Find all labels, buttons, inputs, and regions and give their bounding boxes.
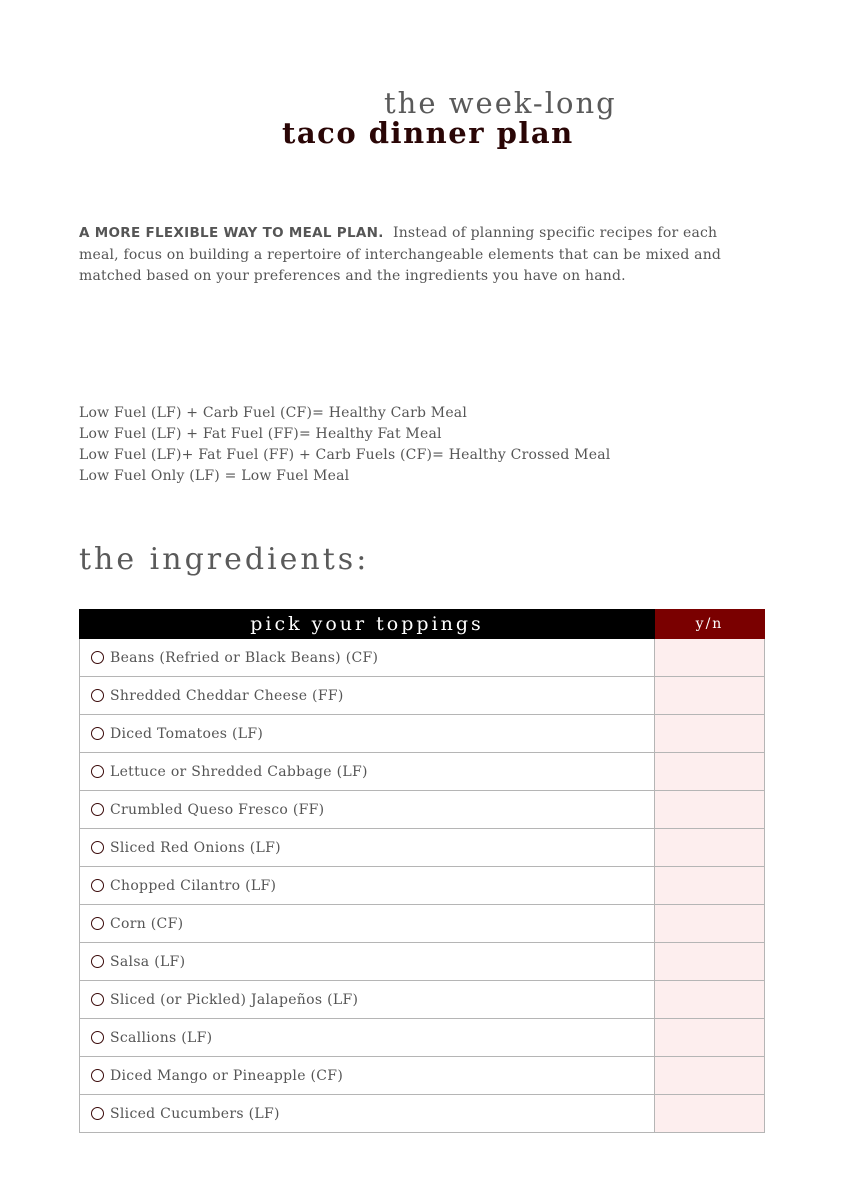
yn-input-cell[interactable] xyxy=(655,639,765,677)
topping-cell xyxy=(80,905,655,943)
table-row xyxy=(80,1095,765,1133)
yn-input-cell[interactable] xyxy=(655,677,765,715)
yn-input-cell[interactable] xyxy=(655,905,765,943)
topping-label: Beans (Refried or Black Beans) (CF) xyxy=(110,649,379,666)
yn-input-cell[interactable] xyxy=(655,753,765,791)
topping-label: Sliced (or Pickled) Jalapeños (LF) xyxy=(110,991,359,1008)
table-row xyxy=(80,943,765,981)
topping-cell xyxy=(80,1019,655,1057)
yn-input-cell[interactable] xyxy=(655,867,765,905)
meal-formulas xyxy=(79,403,610,487)
formula-crossed-meal: Low Fuel (LF)+ Fat Fuel (FF) + Carb Fuels (CF)= Healthy Crossed Meal xyxy=(79,447,611,463)
radio-circle-icon[interactable] xyxy=(91,1069,104,1082)
yn-input-cell[interactable] xyxy=(655,715,765,753)
topping-label: Corn (CF) xyxy=(110,915,184,932)
topping-label: Salsa (LF) xyxy=(110,953,186,970)
radio-circle-icon[interactable] xyxy=(91,917,104,930)
topping-label: Scallions (LF) xyxy=(110,1029,213,1046)
topping-cell xyxy=(80,1057,655,1095)
radio-circle-icon[interactable] xyxy=(91,765,104,778)
topping-label: Diced Tomatoes (LF) xyxy=(110,725,264,742)
intro-lead: A MORE FLEXIBLE WAY TO MEAL PLAN. xyxy=(79,225,384,241)
radio-circle-icon[interactable] xyxy=(91,1031,104,1044)
radio-circle-icon[interactable] xyxy=(91,727,104,740)
topping-cell xyxy=(80,943,655,981)
topping-cell xyxy=(80,677,655,715)
topping-label: Chopped Cilantro (LF) xyxy=(110,877,277,894)
table-row xyxy=(80,791,765,829)
radio-circle-icon[interactable] xyxy=(91,841,104,854)
table-row xyxy=(80,905,765,943)
intro-paragraph xyxy=(79,223,751,288)
topping-cell xyxy=(80,715,655,753)
table-row xyxy=(80,753,765,791)
radio-circle-icon[interactable] xyxy=(91,1107,104,1120)
page-title: taco dinner plan xyxy=(282,116,574,150)
title-top: the week-long xyxy=(384,86,617,120)
header-yn: y/n xyxy=(655,610,765,639)
radio-circle-icon[interactable] xyxy=(91,689,104,702)
topping-cell xyxy=(80,981,655,1019)
table-row xyxy=(80,715,765,753)
radio-circle-icon[interactable] xyxy=(91,803,104,816)
formula-carb-meal: Low Fuel (LF) + Carb Fuel (CF)= Healthy Carb Meal xyxy=(79,405,468,421)
yn-input-cell[interactable] xyxy=(655,791,765,829)
yn-input-cell[interactable] xyxy=(655,1095,765,1133)
topping-cell xyxy=(80,753,655,791)
topping-label: Sliced Cucumbers (LF) xyxy=(110,1105,280,1122)
topping-label: Crumbled Queso Fresco (FF) xyxy=(110,801,325,818)
header-toppings: pick your toppings xyxy=(80,610,655,639)
table-header-row xyxy=(80,610,765,639)
table-row xyxy=(80,981,765,1019)
table-row xyxy=(80,867,765,905)
radio-circle-icon[interactable] xyxy=(91,879,104,892)
table-row xyxy=(80,1019,765,1057)
radio-circle-icon[interactable] xyxy=(91,993,104,1006)
topping-cell xyxy=(80,791,655,829)
table-row xyxy=(80,829,765,867)
yn-input-cell[interactable] xyxy=(655,829,765,867)
section-title-ingredients: the ingredients: xyxy=(79,542,370,577)
table-row xyxy=(80,639,765,677)
yn-input-cell[interactable] xyxy=(655,1057,765,1095)
yn-input-cell[interactable] xyxy=(655,943,765,981)
table-row xyxy=(80,1057,765,1095)
formula-fat-meal: Low Fuel (LF) + Fat Fuel (FF)= Healthy Fat Meal xyxy=(79,426,442,442)
topping-cell xyxy=(80,829,655,867)
topping-label: Diced Mango or Pineapple (CF) xyxy=(110,1067,344,1084)
intro-body: Instead of planning specific recipes for each meal, focus on building a repertoire of interchangeable elements that can be mixed and matched based on your preferences and the ingredients you have on hand. xyxy=(79,225,722,284)
yn-input-cell[interactable] xyxy=(655,1019,765,1057)
topping-cell xyxy=(80,1095,655,1133)
topping-label: Shredded Cheddar Cheese (FF) xyxy=(110,687,344,704)
topping-label: Sliced Red Onions (LF) xyxy=(110,839,281,856)
topping-label: Lettuce or Shredded Cabbage (LF) xyxy=(110,763,368,780)
table-row xyxy=(80,677,765,715)
radio-circle-icon[interactable] xyxy=(91,955,104,968)
topping-cell xyxy=(80,867,655,905)
toppings-table xyxy=(79,609,765,1133)
radio-circle-icon[interactable] xyxy=(91,651,104,664)
topping-cell xyxy=(80,639,655,677)
formula-low-fuel-meal: Low Fuel Only (LF) = Low Fuel Meal xyxy=(79,468,350,484)
yn-input-cell[interactable] xyxy=(655,981,765,1019)
